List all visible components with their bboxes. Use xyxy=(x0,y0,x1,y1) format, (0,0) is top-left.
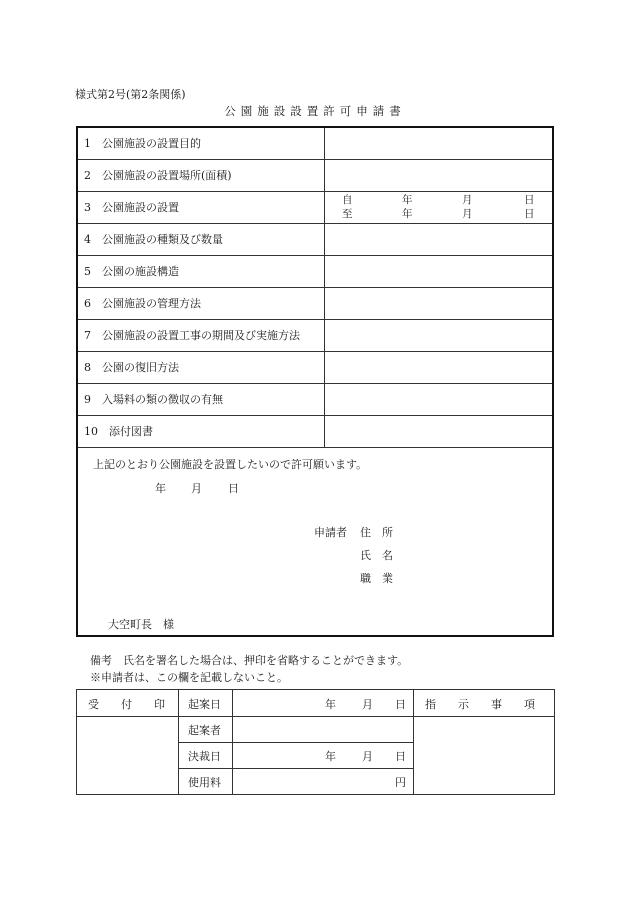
form-number: 様式第2号(第2条関係) xyxy=(75,88,186,101)
row-attachments xyxy=(78,416,552,448)
row-label: 9 入場料の類の徴収の有無 xyxy=(84,393,223,406)
row-label: 5 公園の施設構造 xyxy=(84,265,179,278)
document-title: 公園施設設置許可申請書 xyxy=(224,104,406,118)
row-label: 2 公園施設の設置場所(面積) xyxy=(84,169,232,182)
name-label: 氏 名 xyxy=(360,549,393,562)
row-installation-period: 3 公園施設の設置 自 年 月 日 至 年 月 日 xyxy=(78,192,552,224)
usage-fee-label: 使用料 xyxy=(188,776,221,789)
drafter-label: 起案者 xyxy=(188,724,221,737)
row-location xyxy=(78,160,552,192)
receipt-stamp-header: 受 付 印 xyxy=(88,698,165,711)
row-restoration xyxy=(78,352,552,384)
row-label: 3 公園施設の設置 xyxy=(84,201,179,214)
approval-date-label: 決裁日 xyxy=(188,750,221,763)
row-construction xyxy=(78,320,552,352)
draft-date-label: 起案日 xyxy=(188,698,221,711)
row-label: 8 公園の復旧方法 xyxy=(84,361,179,374)
declaration-text: 上記のとおり公園施設を設置したいので許可願います。 xyxy=(93,458,368,471)
date-month: 月 xyxy=(191,482,202,495)
period-to: 至 xyxy=(342,208,353,220)
application-table xyxy=(76,126,554,637)
date-day: 日 xyxy=(228,482,239,495)
address-label: 住 所 xyxy=(360,526,393,539)
remark-note: 備考 氏名を署名した場合は、押印を省略することができます。 xyxy=(90,654,409,667)
date-year: 年 xyxy=(155,482,166,495)
addressee: 大空町長 様 xyxy=(108,618,174,631)
period-from: 自 xyxy=(342,194,353,206)
row-label: 1 公園施設の設置目的 xyxy=(84,137,201,150)
row-label: 4 公園施設の種類及び数量 xyxy=(84,233,223,246)
instructions-header: 指 示 事 項 xyxy=(425,698,535,711)
office-use-table: 受 付 印 起案日 年 月 日 指 示 事 項 起案者 決裁日 年 月 日 使用料 円 xyxy=(76,689,555,795)
applicant-label: 申請者 xyxy=(314,526,347,539)
row-type-quantity xyxy=(78,224,552,256)
row-management xyxy=(78,288,552,320)
row-label: 7 公園施設の設置工事の期間及び実施方法 xyxy=(84,329,300,342)
office-use-note: ※申請者は、この欄を記載しないこと。 xyxy=(90,671,288,684)
occupation-label: 職 業 xyxy=(360,572,393,585)
row-admission-fee xyxy=(78,384,552,416)
row-label: 10 添付図書 xyxy=(84,425,153,438)
row-label: 6 公園施設の管理方法 xyxy=(84,297,201,310)
row-purpose xyxy=(78,128,552,160)
row-structure xyxy=(78,256,552,288)
yen-unit: 円 xyxy=(395,776,406,789)
